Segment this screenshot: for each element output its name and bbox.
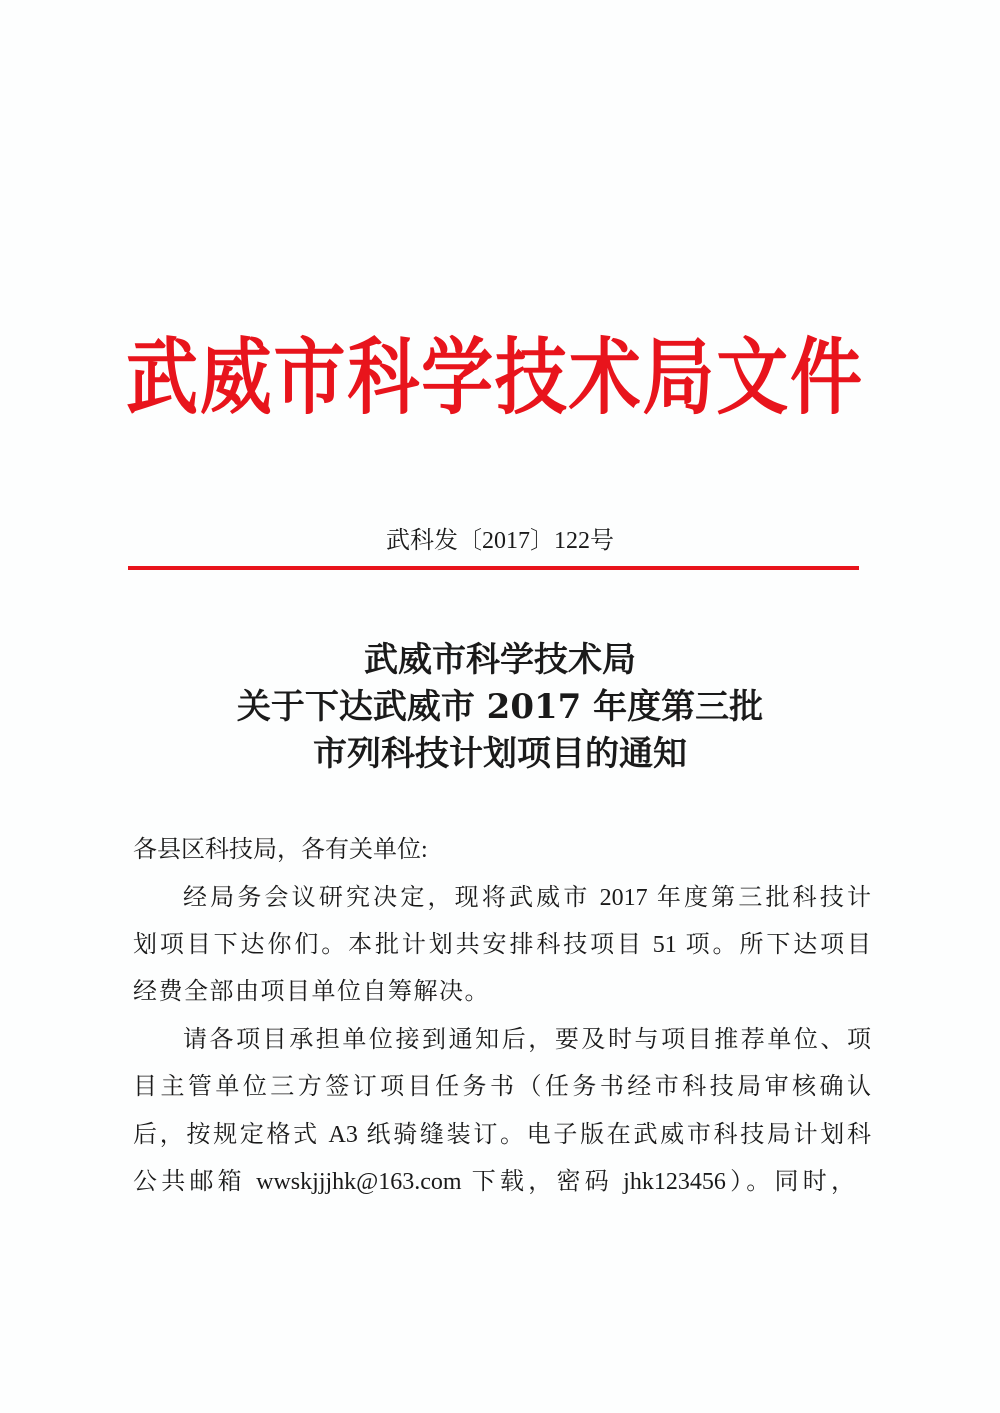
body-line: 经费全部由项目单位自筹解决。 [133, 979, 490, 1005]
document-number: 武科发〔2017〕122号 [386, 528, 614, 554]
body-line: 请各项目承担单位接到通知后，要及时与项目推荐单位、项 [183, 1027, 871, 1053]
notice-title-line: 关于下达武威市 2017 年度第三批 [236, 687, 764, 727]
salutation: 各县区科技局，各有关单位: [133, 837, 428, 863]
body-line: 经局务会议研究决定，现将武威市 2017 年度第三批科技计 [183, 885, 871, 911]
body-line: 后，按规定格式 A3 纸骑缝装订。电子版在武威市科技局计划科 [133, 1122, 871, 1148]
body-line: 目主管单位三方签订项目任务书（任务书经市科技局审核确认 [133, 1074, 871, 1100]
body-line: 公共邮箱 wwskjjjhk@163.com 下载，密码 jhk123456）。同时， [133, 1169, 855, 1195]
document-header-title: 武威市科学技术局文件 [126, 327, 862, 426]
body-line: 划项目下达你们。本批计划共安排科技项目 51 项。所下达项目 [133, 932, 871, 958]
header-divider [128, 566, 859, 570]
notice-title-line: 市列科技计划项目的通知 [313, 734, 687, 774]
notice-title-line: 武威市科学技术局 [364, 640, 636, 680]
